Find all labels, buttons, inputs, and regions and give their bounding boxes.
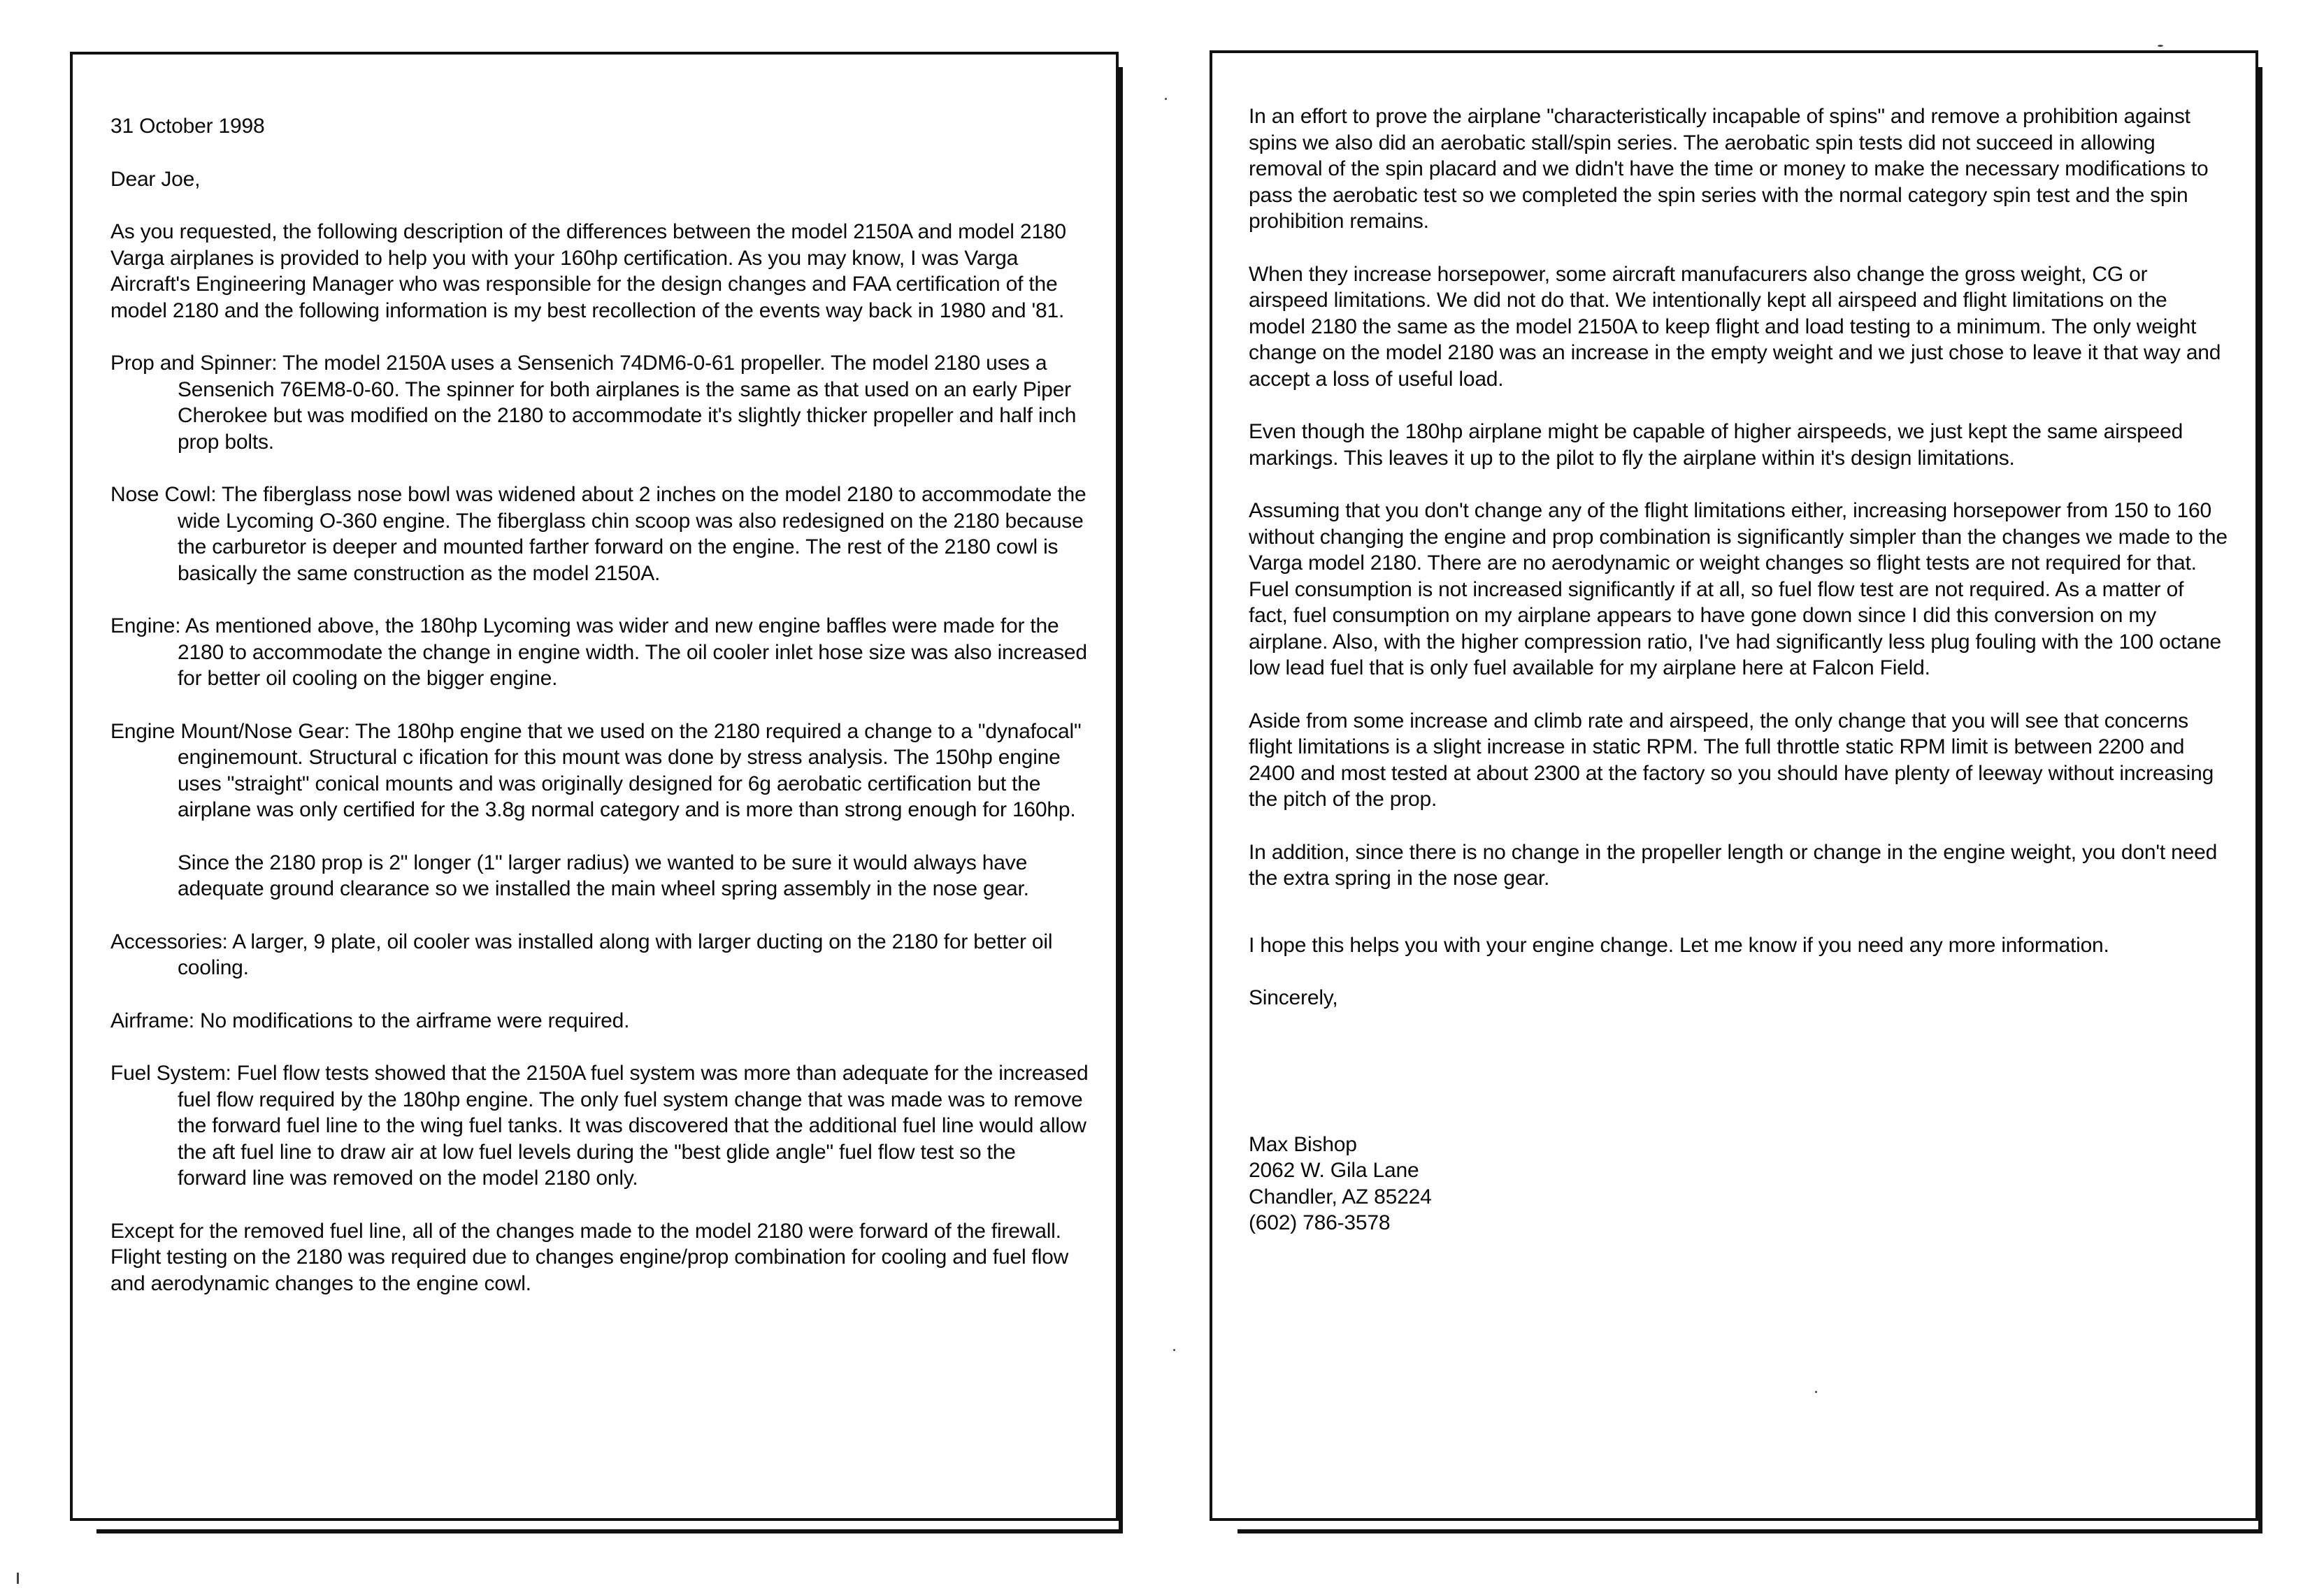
horsepower-paragraph: When they increase horsepower, some aircraft manufacurers also change the gross weight, CG or airspeed limitations. We did not do that. We intentionally kept all airspeed and flight limitations on the model 2180 the same as the model 2150A to keep flight and load testing to a minimum. The only weight change on the model 2180 was an increase in the empty weight and we just chose to leave it that way and accept a loss of useful load. [1249,262,2221,391]
left-page-shadow-right [1119,67,1123,1533]
scan-speck [1165,98,1167,100]
engine-paragraph: Engine: As mentioned above, the 180hp Lycoming was wider and new engine baffles were made for the 2180 to accommodate the change in engine width. The oil cooler inlet hose size was also increased for better oil cooling on the bigger engine. [110,614,1087,690]
right-page-content [1249,103,2228,1236]
airframe-paragraph: Airframe: No modifications to the airframe were required. [110,1009,630,1032]
closing-paragraph: Except for the removed fuel line, all of the changes made to the model 2180 were forward of the firewall. Flight testing on the 2180 was required due to changes engine/prop combination for cooling and fuel flow and aerodynamic changes to the engine cowl. [110,1219,1069,1295]
engine-mount-paragraph: Engine Mount/Nose Gear: The 180hp engine that we used on the 2180 required a change to a "dynafocal" enginemount. Structural c ification for this mount was done by stress analysis. The 150hp engine uses "straight" conical mounts and was originally designed for 6g aerobatic certification but the airplane was only certified for the 3.8g normal category and is more than strong enough for 160hp. [110,719,1082,821]
signer-address-line-2: Chandler, AZ 85224 [1249,1185,1432,1208]
scan-speck [2158,45,2163,47]
scan-speck [1173,1349,1175,1351]
nose-cowl-paragraph: Nose Cowl: The fiberglass nose bowl was widened about 2 inches on the model 2180 to accommodate the wide Lycoming O-360 engine. The fiberglass chin scoop was also redesigned on the 2180 because the carburetor is deeper and mounted farther forward on the engine. The rest of the 2180 cowl is basically the same construction as the model 2150A. [110,483,1086,585]
fuel-system-paragraph: Fuel System: Fuel flow tests showed that the 2150A fuel system was more than adequate for the increased fuel flow required by the 180hp engine. The only fuel system change that was made was to remove the forward fuel line to the wing fuel tanks. It was discovered that the additional fuel line would allow the aft fuel line to draw air at low fuel levels during the "best glide angle" fuel flow test so the forward line was removed on the model 2180 only. [110,1062,1089,1190]
signer-name: Max Bishop [1249,1132,1357,1156]
salutation: Dear Joe, [110,167,201,191]
scan-speck [17,1573,19,1584]
signer-address-line-1: 2062 W. Gila Lane [1249,1159,1419,1182]
letter-date: 31 October 1998 [110,115,265,138]
airspeed-paragraph: Even though the 180hp airplane might be capable of higher airspeeds, we just kept the same airspeed markings. This leaves it up to the pilot to fly the airplane within it's design limitations. [1249,420,2183,470]
spin-paragraph: In an effort to prove the airplane "characteristically incapable of spins" and remove a prohibition against spins we also did an aerobatic stall/spin series. The aerobatic spin tests did not succeed in allowing removal of the spin placard and we didn't have the time or money to make the necessary modifications to pass the aerobatic test so we completed the spin series with the normal category spin test and the spin prohibition remains. [1249,105,2209,233]
prop-spinner-paragraph: Prop and Spinner: The model 2150A uses a Sensenich 74DM6-0-61 propeller. The model 2180 uses a Sensenich 76EM8-0-60. The spinner for both airplanes is the same as that used on an early Piper Cherokee but was modified on the 2180 to accommodate it's slightly thicker propeller and half inch prop bolts. [110,352,1077,454]
left-page-shadow-bottom [96,1529,1123,1533]
left-page-content [110,113,1089,1297]
assuming-paragraph: Assuming that you don't change any of the flight limitations either, increasing horsepower from 150 to 160 without changing the engine and prop combination is significantly simpler than the changes we made to the Varga model 2180. There are no aerodynamic or weight changes so flight tests are not required for that. Fuel consumption is not increased significantly if at all, so fuel flow test are not required. As a matter of fact, fuel consumption on my airplane appears to have gone down since I did this conversion on my airplane. Also, with the higher compression ratio, I've had significantly less plug fouling with the 100 octane low lead fuel that is only fuel available for my airplane here at Falcon Field. [1249,499,2228,679]
addition-paragraph: In addition, since there is no change in the propeller length or change in the engine weight, you don't need the extra spring in the nose gear. [1249,840,2218,890]
right-page-shadow-bottom [1238,1529,2262,1533]
signoff: Sincerely, [1249,986,1338,1009]
engine-mount-paragraph-2: Since the 2180 prop is 2" longer (1" larger radius) we wanted to be sure it would always have adequate ground clearance so we installed the main wheel spring assembly in the nose gear. [178,851,1029,900]
scan-speck [1815,1391,1817,1393]
accessories-paragraph: Accessories: A larger, 9 plate, oil cooler was installed along with larger ducting on the 2180 for better oil cooling. [110,930,1053,979]
aside-paragraph: Aside from some increase and climb rate and airspeed, the only change that you will see that concerns flight limitations is a slight increase in static RPM. The full throttle static RPM limit is between 2200 and 2400 and most tested at about 2300 at the factory so you should have plenty of leeway without increasing the pitch of the prop. [1249,709,2214,811]
hope-paragraph: I hope this helps you with your engine change. Let me know if you need any more information. [1249,933,2109,957]
intro-paragraph: As you requested, the following description of the differences between the model 2150A and model 2180 Varga airplanes is provided to help you with your 160hp certification. As you may know, I was Varga Aircraft's Engineering Manager who was responsible for the design changes and FAA certification of the model 2180 and the following information is my best recollection of the events way back in 1980 and '81. [110,220,1066,322]
right-page-shadow-right-edge [2258,67,2262,1533]
signer-phone: (602) 786-3578 [1249,1211,1391,1234]
